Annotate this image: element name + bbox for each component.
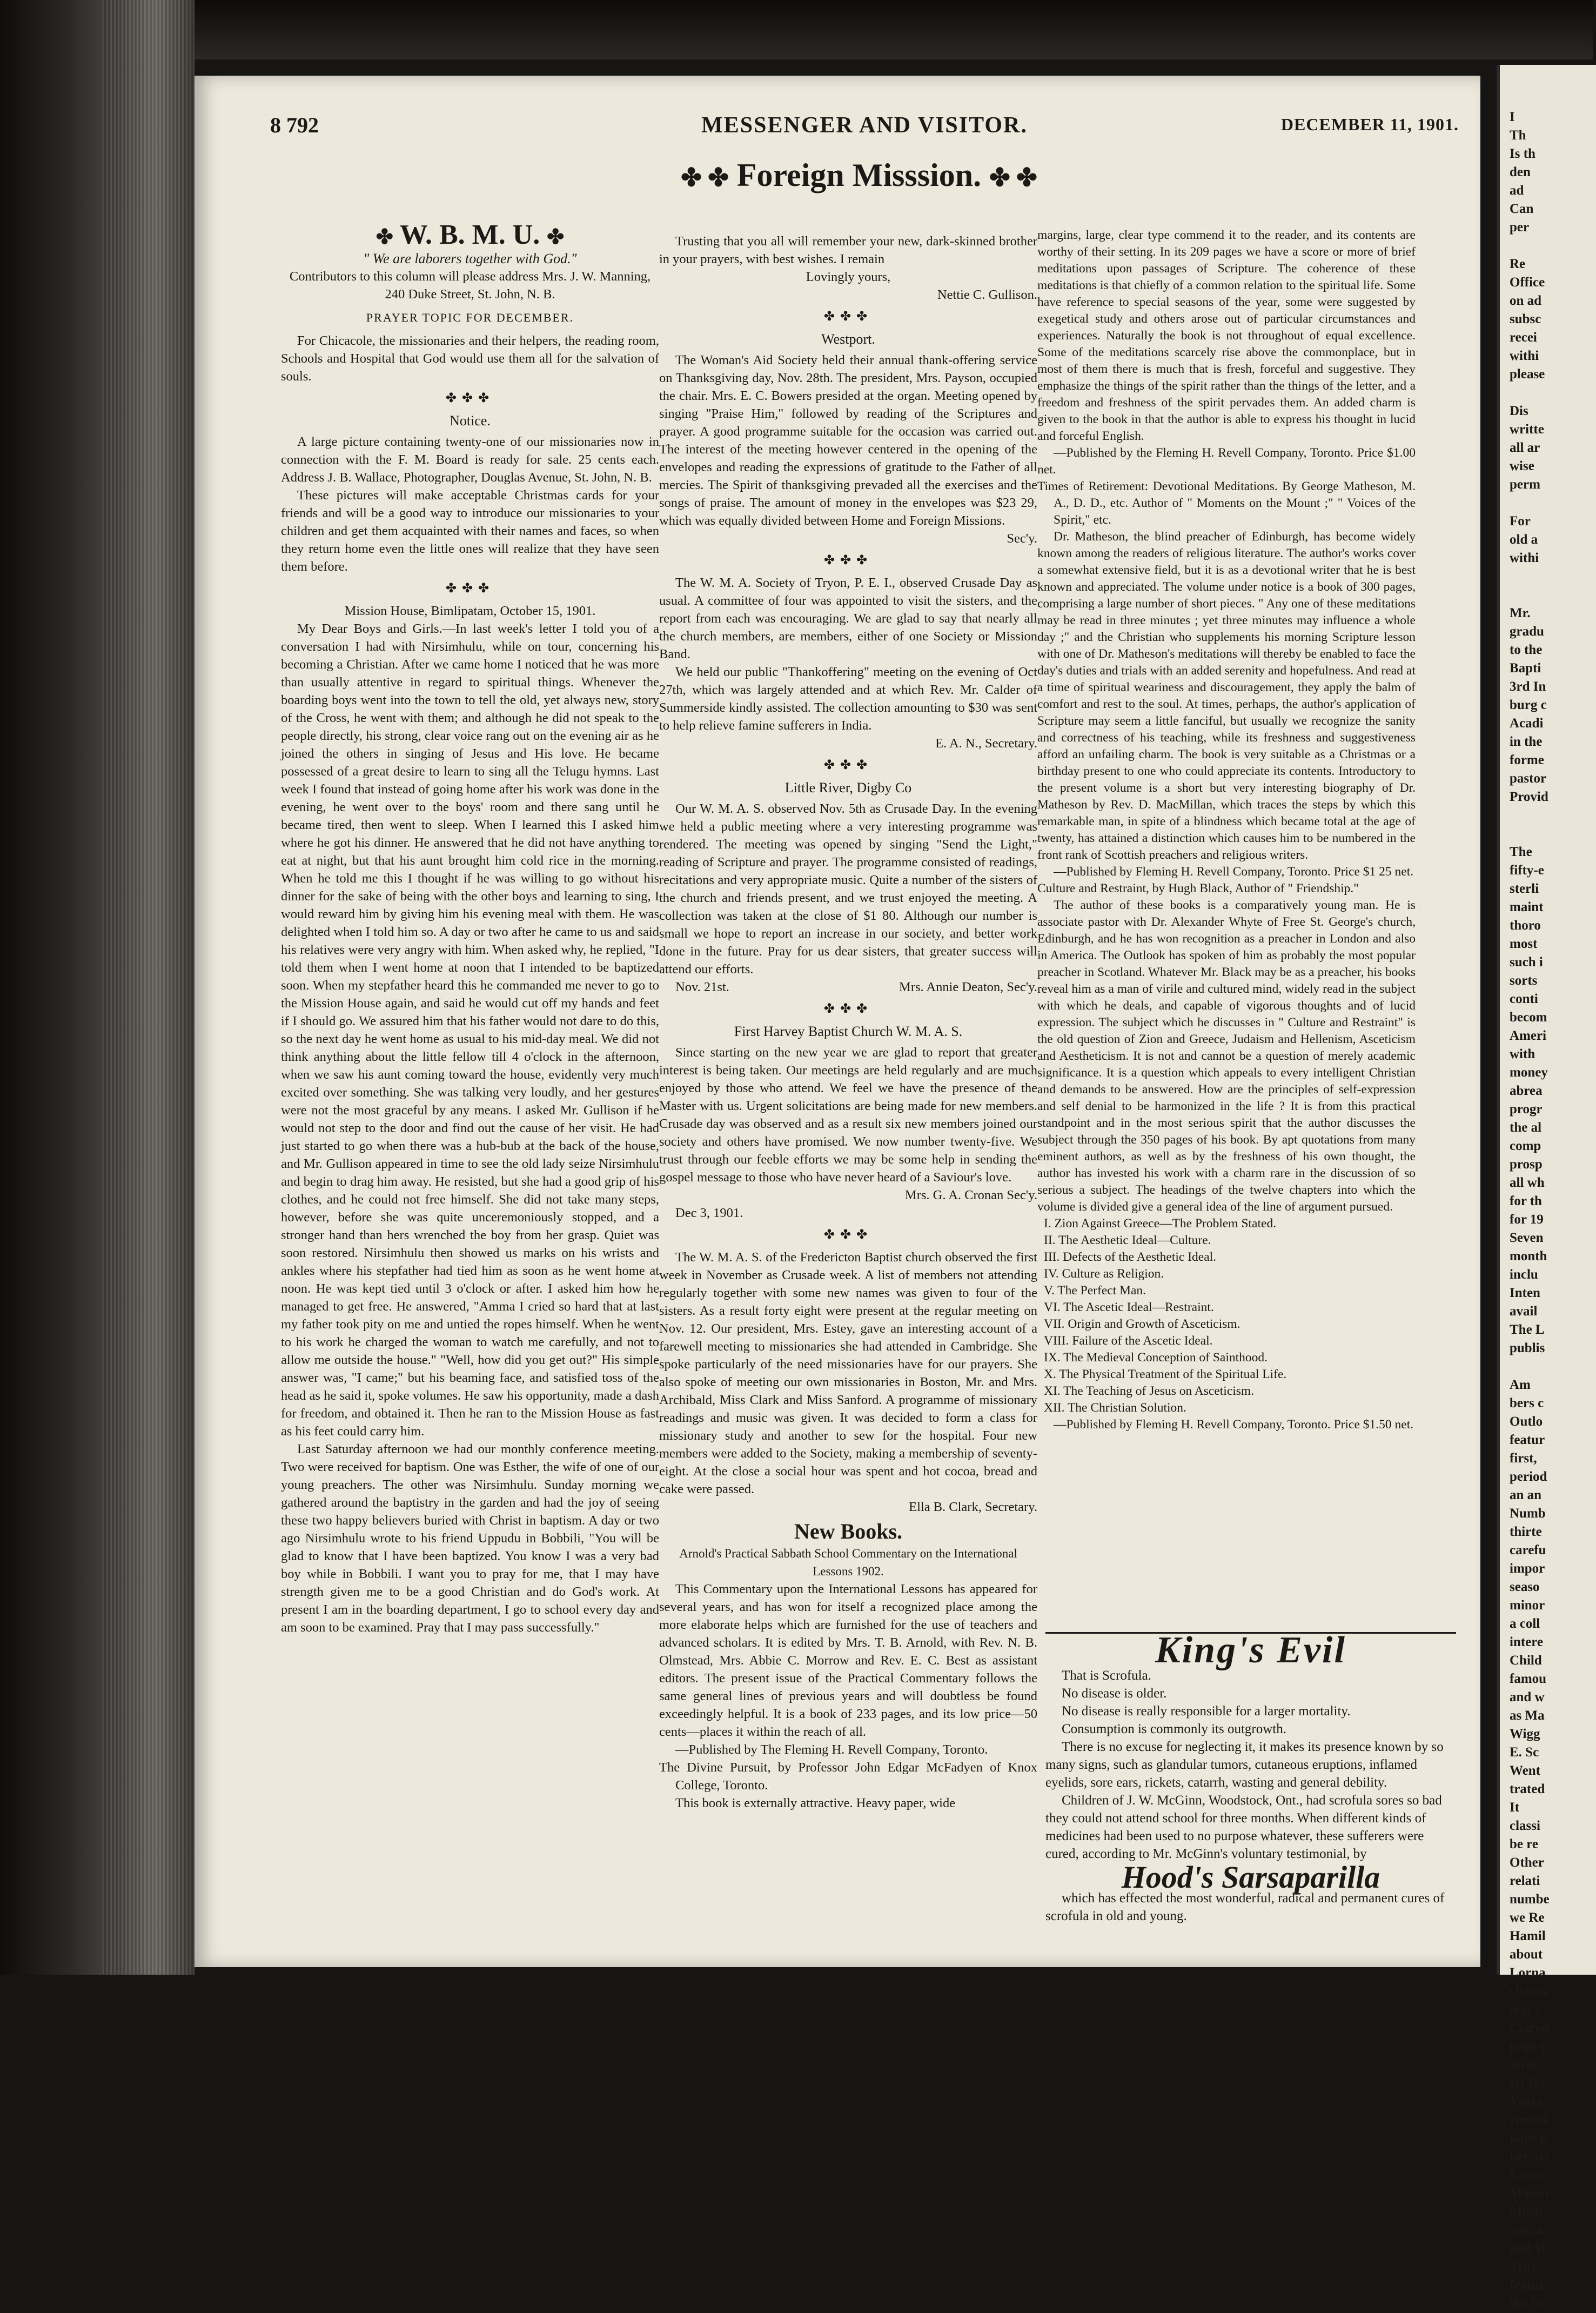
facing-page-fragment: period: [1510, 1469, 1547, 1484]
facing-page-fragment: It: [1510, 1800, 1520, 1815]
facing-page-fragment: we Re: [1510, 1910, 1545, 1925]
facing-page-fragment: first,: [1510, 1451, 1537, 1466]
section-title: Foreign Misssion.: [736, 157, 982, 193]
facing-page-fragment: sorts: [1510, 973, 1538, 988]
section-heading: [616, 157, 1102, 194]
book-review: The author of these books is a comparatively young man. He is associate pastor with Dr. Alexander Whyte of Free St. George's church, Edinburgh, and he has won recognition as a preacher in London and also in America. The Outlook has spoken of him as probably the most popular preacher in Scotland. Whatever Mr. Black may be as a preacher, his books reveal him as a man of virile and cultured mind, widely read in the subject with which he deals, and capable of vigorous thoughts and of lucid expression. The subject which he discusses in " Culture and Restraint" is the old question of Zion and Greece, Judaism and Hellenism, Asceticism and Aestheticism. It is not and cannot be a question of merely academic significance. It is a question which appeals to every intelligent Christian and demands to be answered. How are the principles of self-expression and self denial to be harmonized in the life ? It is from this practical standpoint and in the most serious spirit that the author discusses the subject through the 350 pages of his book. By apt quotations from many eminent authors, as well as by the freshness of his own thought, the author has invested his work with a charm rare in the discussion of so serious a subject. The headings of the twelve chapters into which the volume is divided give a general idea of the line of argument pursued.: [1037, 898, 1416, 1214]
facing-page-fragment: avail: [1510, 1304, 1538, 1319]
facing-page-fragment: all wh: [1510, 1175, 1545, 1190]
facing-page-fragment: charm: [1510, 1984, 1547, 1998]
facing-page-fragment: Ameri: [1510, 1028, 1547, 1043]
letter-closing: Lovingly yours,: [806, 270, 891, 284]
chapter-item: III. Defects of the Aesthetic Ideal.: [1044, 1250, 1217, 1264]
facing-page-fragment: recei: [1510, 330, 1537, 345]
facing-page-fragment: Went: [1510, 1763, 1540, 1778]
letter-paragraph: Last Saturday afternoon we had our monthly conference meeting. Two were received for baptism. One was Esther, the wife of one of our young preachers. The other was Nirsimhulu. Sunday morning we gathered around the baptistry in the garden and had the joy of seeing these two happy believers buried with Christ in baptism. A day or two ago Nirsimhulu wrote to his friend Uppudu in Bobbili, "You will be glad to know that I have been baptized. You know I was a very bad boy while in Bobbili. I want you to pray for me, that I may have strength given me to be a good Christian and do God's work. At present I am in the boarding department, I go to school every day and am soon to be examined. Pray that I may pass successfully.": [281, 1442, 659, 1635]
facing-page-fragment: remini: [1510, 2113, 1548, 2127]
facing-page-fragment: famou: [1510, 1672, 1547, 1686]
ornament-icon: ✤✤✤: [823, 758, 873, 772]
facing-page-fragment: Lorna: [1510, 1966, 1546, 1980]
facing-page-fragment: forme: [1510, 753, 1544, 767]
facing-page-fragment: subsc: [1510, 312, 1541, 326]
facing-page-fragment: for th: [1510, 1194, 1542, 1208]
ornament-icon: ✤✤✤: [445, 581, 495, 596]
facing-page-fragment: prosp: [1510, 1157, 1543, 1172]
motto: " We are laborers together with God.": [363, 251, 577, 266]
ornament-icon: ✤ ✤: [989, 164, 1037, 191]
report-paragraph: We held our public "Thankoffering" meeting on the evening of Oct 27th, which was largely attended and at which Rev. Mr. Calder of Summerside kindly assisted. The collection amounting to $30 was sent to help relieve famine sufferers in India.: [659, 665, 1037, 733]
ornament-icon: ✤ ✤: [681, 164, 729, 191]
book-publisher: —Published by The Fleming H. Revell Company, Toronto.: [675, 1742, 988, 1757]
report-paragraph: The W. M. A. Society of Tryon, P. E. I., observed Crusade Day as usual. A committee of four was appointed to visit the sisters, and the report from each was encouraging. We are glad to say that nearly all the church members, are members, either of one Society or Mission Band.: [659, 576, 1037, 661]
book-review: Dr. Matheson, the blind preacher of Edinburgh, has become widely known among the readers of religious literature. The author's works cover a somewhat extensive field, but it is as a devotional writer that he is best known and appreciated. The volume under notice is a book of 300 pages, comprising a large number of short pieces. " Any one of these meditations may be read in three minutes ; yet three minutes may influence a whole day ;" and the Christian who supplements his morning Scripture lesson with one of Dr. Matheson's meditations will thereby be enabled to face the day's duties and trials with an added serenity and hopefulness. And read at a time of spiritual weariness and discouragement, they apply the balm of comfort and rest to the soul. At times, perhaps, the author's application of Scripture may seem a little fanciful, but usually we recognize the sanity and correctness of his teaching, while its freshness and suggestiveness afford an unfailing charm. The book is very suitable as a Christmas or a birthday present to one who could appreciate its contents. Introductory to the present volume is a short but very interesting biography of Dr. Matheson by Rev. D. MacMillan, which traces the steps by which this remarkable man, in spite of a blindness which became total at the age of twenty, has attained a distinction which causes him to be numbered in the front rank of Scottish preachers and religious writers.: [1037, 530, 1416, 862]
facing-page-fragment: featur: [1510, 2278, 1545, 2292]
facing-page-fragment: writte: [1510, 422, 1544, 437]
facing-page-fragment: Numb: [1510, 1506, 1546, 1521]
newspaper-page: [195, 76, 1480, 1967]
notice-heading: Notice.: [450, 413, 491, 429]
facing-page-fragment: page p: [1510, 2131, 1548, 2145]
facing-page-fragment: month: [1510, 1249, 1547, 1264]
facing-page-fragment: Years,: [1510, 2094, 1545, 2109]
facing-page-fragment: progr: [1510, 1102, 1543, 1117]
prayer-topic: For Chicacole, the missionaries and their helpers, the reading room, Schools and Hospital that God would use them all for the salvation of souls.: [281, 333, 659, 384]
facing-page-fragment: be re: [1510, 1837, 1538, 1851]
facing-page-fragment: ber are: [1510, 2149, 1551, 2164]
facing-page-fragment: Provid: [1510, 790, 1548, 804]
book-review: margins, large, clear type commend it to the reader, and its contents are worthy of their setting. In its 209 pages we have a score or more of brief meditations upon passages of Scripture. The coherence of these meditations is that chiefly of a common relation to the spiritual life. Some have reference to special seasons of the year, some were suggested by exegetical study and others arose out of particular circumstances and experiences. Naturally the book is not throughout of equal excellence. Some of the meditations scarcely rise above the commonplace, but in most of them there is much that is fresh, forceful and suggestive. They emphasize the things of the spirit rather than the things of the letter, and a freedom and freshness of the spirit pervades them. An added charm is given to the book in that the author is able to express his thought in lucid and forceful English.: [1037, 228, 1416, 443]
facing-page-fragment: publis: [1510, 1341, 1545, 1355]
facing-page-fragment: Am: [1510, 1378, 1531, 1392]
facing-page-fragment: Dis: [1510, 404, 1528, 418]
facing-page-fragment: [1510, 806, 1596, 825]
ad-line: No disease is really responsible for a larger mortality.: [1062, 1704, 1351, 1719]
report-signature: Mrs. Annie Deaton, Sec'y.: [899, 980, 1037, 994]
facing-page-fragment: minor: [1510, 1598, 1545, 1613]
letter-closing-paragraph: Trusting that you all will remember your new, dark-skinned brother in your prayers, with best wishes. I remain: [659, 234, 1037, 266]
facing-page-fragment: Acadi: [1510, 716, 1544, 731]
facing-page-fragment: thirte: [1510, 1525, 1542, 1539]
facing-page-fragment: old a: [1510, 532, 1538, 547]
book-title: The Divine Pursuit, by Professor John Edgar McFadyen of Knox College, Toronto.: [659, 1760, 1037, 1793]
ad-brand-name: Hood's Sarsaparilla: [1121, 1860, 1380, 1895]
book-review: This Commentary upon the International Lessons has appeared for several years, and has won for itself a recognized place among the more elaborate helps which are furnished for the use of teachers and advanced scholars. It is edited by Mrs. T. B. Arnold, with Rev. N. B. Olmstead, Mrs. Abbie C. Morrow and Rev. E. C. Best as assistant editors. The present issue of the Practical Commentary follows the same general lines of previous years and will doubtless be found exceedingly helpful. It is a book of 233 pages, and its low price—50 cents—places it within the reach of all.: [659, 1582, 1037, 1739]
chapter-item: XII. The Christian Solution.: [1044, 1401, 1186, 1415]
book-review: This book is externally attractive. Heavy paper, wide: [675, 1796, 956, 1810]
facing-page-fragment: Outlo: [1510, 1414, 1543, 1429]
facing-page-fragment: 3rd In: [1510, 679, 1546, 694]
harvey-heading: First Harvey Baptist Church W. M. A. S.: [734, 1024, 963, 1039]
facing-page-fragment: Hamil: [1510, 1929, 1546, 1943]
chapter-item: VII. Origin and Growth of Asceticism.: [1044, 1317, 1240, 1331]
facing-page-fragment: inclu: [1510, 1267, 1538, 1282]
report-signature: Ella B. Clark, Secretary.: [909, 1500, 1037, 1514]
contributors-note: Contributors to this column will please address Mrs. J. W. Manning, 240 Duke Street, St. John, N. B.: [289, 269, 651, 302]
facing-page-fragment: conti: [1510, 992, 1538, 1006]
facing-page-fragment: thoro: [1510, 918, 1541, 933]
column-2: [659, 232, 1037, 1812]
letter-dateline: Mission House, Bimlipatam, October 15, 1901.: [344, 604, 596, 618]
facing-page-fragment: the tw: [1510, 2296, 1545, 2311]
notice-paragraph: These pictures will make acceptable Christmas cards for your friends and will be a good way to introduce our missionaries to your children and get them acquainted with their names and faces, so when they return home even the little ones will realize that they have seen them before.: [281, 488, 659, 574]
facing-page-fragment: page-p: [1510, 2039, 1549, 2054]
facing-page-fragment: The: [1510, 845, 1532, 859]
facing-page-fragment: Seven: [1510, 1231, 1544, 1245]
facing-page-fragment: a coll: [1510, 1616, 1540, 1631]
facing-page-fragment: comp: [1510, 1139, 1541, 1153]
facing-page-fragment: about: [1510, 1947, 1543, 1962]
report-date: Nov. 21st. Mrs. Annie Deaton, Sec'y.: [659, 978, 1037, 996]
facing-page-fragment: Other: [1510, 1855, 1544, 1870]
kings-evil-advertisement: [1045, 1629, 1456, 1925]
facing-page-fragment: Music: [1510, 2204, 1545, 2219]
book-publisher: —Published by Fleming H. Revell Company, Toronto. Price $1.50 net.: [1054, 1418, 1414, 1432]
facing-page-fragment: Mr.: [1510, 606, 1531, 620]
wbmu-title: W. B. M. U.: [399, 219, 540, 250]
facing-page-fragment: such i: [1510, 955, 1543, 970]
westport-heading: Westport.: [821, 331, 875, 347]
facing-page-fragment: burg c: [1510, 698, 1547, 712]
facing-page-fragment: [1510, 384, 1596, 402]
wbmu-heading: [281, 219, 659, 250]
facing-page-fragment: wise: [1510, 459, 1534, 473]
facing-page-fragment: [1510, 494, 1596, 512]
facing-page-fragment: Mason: [1510, 2186, 1549, 2201]
facing-page-fragment: abrea: [1510, 1084, 1543, 1098]
prayer-topic-heading: PRAYER TOPIC FOR DECEMBER.: [366, 311, 574, 324]
book-publisher: —Published by Fleming H. Revell Company, Toronto. Price $1 25 net.: [1054, 865, 1414, 879]
facing-page-fragment: money: [1510, 1065, 1548, 1080]
facing-page-fragment: with: [1510, 1047, 1535, 1061]
facing-page-fragment: please: [1510, 367, 1545, 382]
facing-page-fragment: and W: [1510, 2241, 1548, 2256]
facing-page-fragment: maint: [1510, 900, 1544, 914]
facing-page-fragment: classi: [1510, 1819, 1540, 1833]
notice-paragraph: A large picture containing twenty-one of our missionaries now in connection with the F. M. Board is ready for sale. 25 cents each. Address J. B. Wallace, Photographer, Douglas Avenue, St. John, N. B.: [281, 434, 659, 485]
chapter-item: VIII. Failure of the Ascetic Ideal.: [1044, 1334, 1213, 1348]
facing-page-fragment: I: [1510, 110, 1515, 124]
facing-page-fragment: Bapti: [1510, 661, 1541, 676]
report-date: Dec 3, 1901.: [675, 1206, 743, 1220]
facing-page-fragment: as Ma: [1510, 1708, 1545, 1723]
facing-page-fragment: carefu: [1510, 1543, 1546, 1557]
facing-page-fragment: [1510, 825, 1596, 843]
facing-page-fragment: withi: [1510, 349, 1539, 363]
facing-page-fragment: Claren: [1510, 2021, 1550, 2035]
facing-page-fragment: perm: [1510, 477, 1540, 492]
chapter-list: [1037, 1215, 1416, 1416]
facing-page-fragment: impor: [1510, 1561, 1545, 1576]
facing-page-fragment: sterli: [1510, 881, 1539, 896]
column-3: [1037, 227, 1416, 1433]
facing-page-fragment: Can: [1510, 202, 1534, 216]
facing-page-fragment: bers c: [1510, 1396, 1544, 1410]
facing-page-fragment: ett Ha: [1510, 2076, 1545, 2090]
facing-page-fragment: True: [1510, 2259, 1537, 2274]
chapter-item: VI. The Ascetic Ideal—Restraint.: [1044, 1300, 1214, 1314]
facing-page-fragment: [1510, 586, 1596, 604]
facing-page-fragment: per: [1510, 220, 1530, 235]
facing-page-fragment: featur: [1510, 1433, 1545, 1447]
facing-page-fragment: Office: [1510, 275, 1545, 290]
facing-page-fragment: most: [1510, 937, 1538, 951]
facing-page-fragment: Wigg: [1510, 1727, 1540, 1741]
report-signature: Mrs. G. A. Cronan Sec'y.: [904, 1188, 1037, 1202]
facing-page-fragment: intere: [1510, 1635, 1544, 1649]
book-title: Culture and Restraint, by Hugh Black, Author of " Friendship.": [1037, 881, 1359, 895]
facing-page-fragment: in the: [1510, 734, 1543, 749]
facing-page-text: [1500, 108, 1596, 2313]
chapter-item: II. The Aesthetic Ideal—Culture.: [1044, 1233, 1211, 1247]
facing-page-fragment: try; a: [1510, 2002, 1541, 2017]
facing-page-fragment: on ad: [1510, 293, 1542, 308]
ad-paragraph: There is no excuse for neglecting it, it makes its presence known by so many signs, such as glandular tumors, cutaneous eruptions, inflamed eyelids, sore ears, rickets, catarrh, wasting and general debility.: [1045, 1740, 1444, 1790]
facing-page-fragment: For: [1510, 514, 1531, 529]
report-paragraph: The W. M. A. S. of the Fredericton Baptist church observed the first week in November as Crusade week. A list of members not attending regularly together with some new names was given to four of the sisters. As a result forty eight were present at the regular meeting on Nov. 12. Our president, Mrs. Estey, gave an interesting account of a farewell meeting to missionaries she had attended in Cambridge. She spoke particularly of the need missionaries have for our prayers. She also spoke of meeting our own missionaries in Boston, Mr. and Mrs. Archibald, Miss Clark and Miss Sanford. A programme of missionary readings and music was given. It was decided to form a class for missionary study and another to sew for the hospital. Four new members were added to the Society, making a membership of seventy-eight. At the close a social hour was spent and hot cocoa, bread and cake were passed.: [659, 1250, 1037, 1496]
facing-page-fragment: gradu: [1510, 624, 1544, 639]
facing-page-fragment: pastor: [1510, 771, 1547, 786]
facing-page-fragment: relati: [1510, 1874, 1540, 1888]
chapter-item: X. The Physical Treatment of the Spiritual Life.: [1044, 1367, 1287, 1381]
book-title: Arnold's Practical Sabbath School Commentary on the International Lessons 1902.: [679, 1547, 1017, 1578]
ad-title: King's Evil: [1155, 1629, 1346, 1671]
scan-top-band: [0, 0, 1593, 59]
ornament-icon: ✤✤✤: [823, 1002, 873, 1016]
little-river-heading: Little River, Digby Co: [784, 780, 912, 795]
facing-page-fragment: all ar: [1510, 440, 1540, 455]
chapter-item: I. Zion Against Greece—The Problem Stated.: [1044, 1216, 1277, 1231]
report-paragraph: Our W. M. A. S. observed Nov. 5th as Crusade Day. In the evening we held a public meeting where a very interesting programme was rendered. The meeting was opened by singing "Send the Light," reading of Scripture and prayer. The programme consisted of readings, recitations and very appropriate music. Quite a number of the sisters of the church and friends present, and we trust enjoyed the meeting. A collection was taken at the close of $1 80. Although our number is small we hope to report an increase in our society, and better work done in the future. Pray for us dear sisters, that greater success will attend our efforts.: [659, 801, 1037, 977]
facing-page-fragment: [1510, 567, 1596, 586]
facing-page-fragment: Re: [1510, 257, 1526, 271]
ad-line: No disease is older.: [1062, 1686, 1167, 1701]
newspaper-title: MESSENGER AND VISITOR.: [701, 113, 1028, 138]
ornament-icon: ✤: [547, 226, 565, 249]
facing-page-fragment: den: [1510, 165, 1531, 179]
facing-page-fragment: son, a: [1510, 2223, 1543, 2237]
facing-page-fragment: an an: [1510, 1488, 1542, 1502]
ad-line: That is Scrofula.: [1062, 1668, 1151, 1683]
ornament-icon: ✤✤✤: [445, 391, 495, 405]
facing-page-fragment: trated: [1510, 1782, 1545, 1796]
issue-date: DECEMBER 11, 1901.: [1280, 115, 1459, 134]
chapter-item: IX. The Medieval Conception of Sainthood.: [1044, 1351, 1268, 1365]
letter-paragraph: My Dear Boys and Girls.—In last week's letter I told you of a conversation I had with Nirsimhulu, while on tour, concerning his becoming a Christian. After we came home I noticed that he was more than usually attentive in regard to spiritual things. Whenever the boarding boys went into the town to tell the old, yet always new, story of the Cross, he went with them; and although he did not speak to the people directly, his strong, clear voice rang out on the evening air as he joined the others in singing of Jesus and His love. He became possessed of a great desire to learn to sing all the Telugu hymns. Last week I found that instead of going home after his work was done in the evening, he went over to the boys' room and there sang until he became tired, then went to sleep. When I learned this I asked him where he got his dinner. He answered that he did not have anything to eat at night, but that his aunt brought him cold rice in the morning. When he told me this I thought if he was willing to go without his dinner for the sake of being with the other boys and learning to sing, I would reward him by giving him his evening meal with them. He was delighted when I told him so. A day or two after he came to us and said his relatives were very angry with him. When asked why, he replied, "I told them when I went home at noon that I intended to be baptized soon. When my stepfather heard this he commanded me never to go to the Mission House again, and said he would cut off my hands and feet if I should go. We assured him that his father would not dare to do this, so the next day he went home as usual to his mid-day meal. We did not think anything about the little fellow till 4 o'clock in the afternoon, when we saw his aunt coming toward the house, evidently very much excited over something. She was talking very loudly, and her gestures were not the most graceful by any means. I asked Mr. Gullison if he would not step to the door and find out the cause of her visit. He had just started to go when there was a hub-bub at the back of the house, and Mr. Gullison appeared in time to see the old lady seize Nirsimhulu and begin to drag him away. He resisted, but she had a good grip of his clothes, and he could not free himself. She did not take many steps, however, before she was quite unceremoniously stopped, and a stronger hand than hers wrenched the boy from her grasp. Quiet was soon restored. Nirsimhulu then showed us marks on his wrists and ankles where his stepfather had tied him as soon as he went home at noon. He was kept tied until 3 o'clock or after. I asked him how he managed to get free. He answered, "Amma I cried so hard that at last my father took pity on me and untied the ropes himself. When he went to his work he charged the woman to watch me carefully, and not to allow me outside the house." "Well, how did you get out?" His simple answer was, "I came;" but his beaming face, and satisfied toss of the head as he said it, spoke volumes. He saw his opportunity, made a dash for freedom, and obtained it. Then he ran to the Mission House as fast as his feet could carry him.: [281, 621, 659, 1439]
facing-page-fragment: and w: [1510, 1690, 1545, 1704]
ad-paragraph: Children of J. W. McGinn, Woodstock, Ont., had scrofula sores so bad they could not attend school for three months. When different kinds of medicines had been used to no purpose whatever, these sufferers were cured, according to Mr. McGinn's voluntary testimonial, by: [1045, 1793, 1442, 1861]
ornament-icon: ✤: [375, 226, 393, 249]
report-paragraph: The Woman's Aid Society held their annual thank-offering service on Thanksgiving day, Nov. 28th. The president, Mrs. Payson, occupied the chair. Mrs. E. C. Bowers presided at the organ. Meeting opened by singing "Praise Him," followed by reading of the Scriptures and prayer. A good programme suitable for the occasion was carried out. The interest of the meeting however centered in the opening of the envelopes and reading the expressions of gratitude to the Father of all mercies. The Spirit of thanksgiving prevaded all the exercises and the songs of praise. The amount of money in the envelopes was $23 29, which was equally divided between Home and Foreign Missions.: [659, 353, 1037, 528]
report-paragraph: Since starting on the new year we are glad to report that greater interest is being taken. Our meetings are held regularly and are much enjoyed by those who attend. We feel we have the presence of the Master with us. Urgent solicitations are being made for new members. Crusade day was observed and as a result six new members joined our society and others have promised. We now number twenty-five. We trust through our feeble efforts we may be some help in sending the gospel message to those who have never heard of a Saviour's love.: [659, 1045, 1037, 1185]
facing-page-fragment: Th: [1510, 128, 1526, 143]
ad-line: Consumption is commonly its outgrowth.: [1062, 1722, 1286, 1736]
facing-page-fragment: ad: [1510, 183, 1524, 198]
facing-page-fragment: [1510, 237, 1596, 255]
facing-page-fragment: Is th: [1510, 146, 1535, 161]
book-publisher: —Published by the Fleming H. Revell Company, Toronto. Price $1.00 net.: [1037, 446, 1416, 477]
book-title: Times of Retirement: Devotional Meditations. By George Matheson, M. A., D. D., etc. Author of " Moments on the Mount ;" " Voices of the Spirit," etc.: [1037, 479, 1416, 527]
new-books-heading: New Books.: [794, 1519, 903, 1543]
facing-page-fragment: Inten: [1510, 1286, 1540, 1300]
facing-page-fragment: the al: [1510, 1120, 1542, 1135]
facing-page-fragment: seaso: [1510, 1580, 1540, 1594]
ornament-icon: ✤✤✤: [823, 1228, 873, 1242]
ad-paragraph: which has effected the most wonderful, radical and permanent cures of scrofula in old and young.: [1045, 1891, 1445, 1923]
facing-page-fragment: fifty-e: [1510, 863, 1544, 878]
facing-page-fragment: The L: [1510, 1322, 1545, 1337]
facing-page-fragment: becom: [1510, 1010, 1547, 1025]
facing-page-fragment: Lucas: [1510, 2168, 1544, 2182]
report-signature: Sec'y.: [1007, 531, 1037, 546]
facing-page-fragment: withi: [1510, 551, 1539, 565]
page-number: 8 792: [270, 113, 319, 137]
ornament-icon: ✤✤✤: [823, 310, 873, 324]
facing-page-fragment: secon: [1510, 2057, 1541, 2072]
facing-page-fragment: E. Sc: [1510, 1745, 1539, 1760]
facing-page-fragment: to the: [1510, 643, 1543, 657]
facing-page-fragment: [1510, 1358, 1596, 1376]
facing-page-fragment: numbe: [1510, 1892, 1550, 1907]
chapter-item: V. The Perfect Man.: [1044, 1283, 1146, 1298]
chapter-item: XI. The Teaching of Jesus on Asceticism.: [1044, 1384, 1255, 1398]
ornament-icon: ✤✤✤: [823, 553, 873, 567]
letter-signature: Nettie C. Gullison.: [937, 288, 1037, 302]
facing-page-fragment: Child: [1510, 1653, 1542, 1668]
book-binding: [0, 0, 195, 1975]
report-signature: E. A. N., Secretary.: [935, 736, 1037, 751]
chapter-item: IV. Culture as Religion.: [1044, 1267, 1164, 1281]
column-1: [281, 216, 659, 1636]
facing-page-edge: [1497, 65, 1596, 2311]
facing-page-fragment: for 19: [1510, 1212, 1544, 1227]
masthead: [270, 112, 1459, 145]
